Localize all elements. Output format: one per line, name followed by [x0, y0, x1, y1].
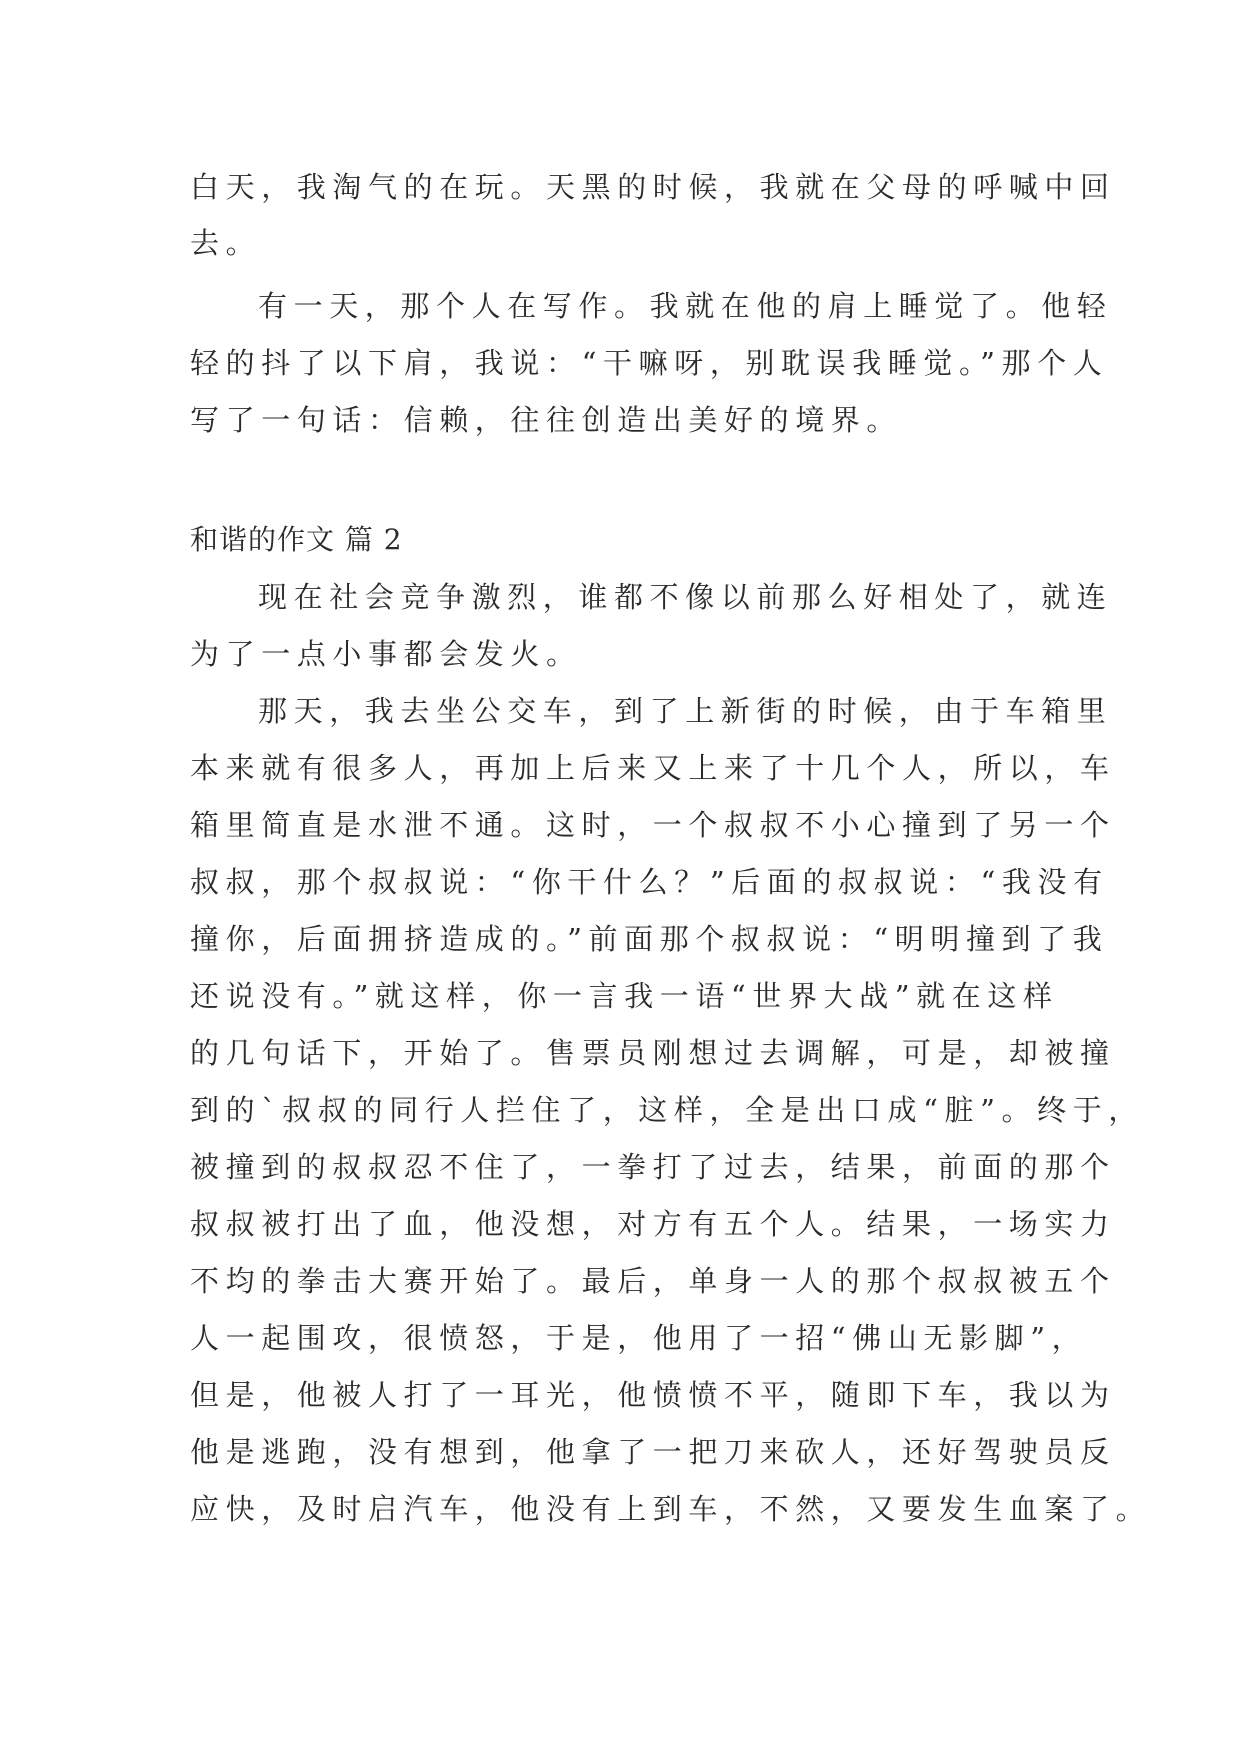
paragraph-line: 那天，我去坐公交车，到了上新街的时候，由于车箱里: [258, 694, 1113, 728]
paragraph-line: 箱里简直是水泄不通。这时，一个叔叔不小心撞到了另一个: [190, 808, 1116, 842]
paragraph-line: 但是，他被人打了一耳光，他愤愤不平，随即下车，我以为: [190, 1378, 1116, 1412]
paragraph-line: 应快，及时启汽车，他没有上到车，不然，又要发生血案了。: [190, 1492, 1152, 1526]
paragraph-line: 被撞到的叔叔忍不住了，一拳打了过去，结果，前面的那个: [190, 1150, 1116, 1184]
paragraph-line: 去。: [190, 226, 262, 260]
section-heading: 和谐的作文 篇 2: [190, 523, 403, 556]
paragraph-line: 为了一点小事都会发火。: [190, 637, 582, 671]
paragraph-line: 不均的拳击大赛开始了。最后，单身一人的那个叔叔被五个: [190, 1264, 1116, 1298]
paragraph-line: 叔叔被打出了血，他没想，对方有五个人。结果，一场实力: [190, 1207, 1116, 1241]
paragraph-line: 现在社会竞争激烈，谁都不像以前那么好相处了，就连: [258, 580, 1113, 614]
paragraph-line: 叔叔，那个叔叔说：“你干什么？”后面的叔叔说：“我没有: [190, 865, 1109, 899]
paragraph-line: 的几句话下，开始了。售票员刚想过去调解，可是，却被撞: [190, 1036, 1116, 1070]
paragraph-line: 写了一句话：信赖，往往创造出美好的境界。: [190, 403, 903, 437]
paragraph-line: 到的`叔叔的同行人拦住了，这样，全是出口成“脏”。终于，: [190, 1093, 1144, 1127]
paragraph-line: 本来就有很多人，再加上后来又上来了十几个人，所以，车: [190, 751, 1116, 785]
paragraph-line: 他是逃跑，没有想到，他拿了一把刀来砍人，还好驾驶员反: [190, 1435, 1116, 1469]
paragraph-line: 白天，我淘气的在玩。天黑的时候，我就在父母的呼喊中回: [190, 170, 1116, 204]
paragraph-line: 有一天，那个人在写作。我就在他的肩上睡觉了。他轻: [258, 289, 1113, 323]
paragraph-line: 轻的抖了以下肩，我说：“干嘛呀，别耽误我睡觉。”那个人: [190, 346, 1109, 380]
paragraph-line: 撞你，后面拥挤造成的。”前面那个叔叔说：“明明撞到了我: [190, 922, 1109, 956]
paragraph-line: 还说没有。”就这样，你一言我一语“世界大战”就在这样: [190, 979, 1059, 1013]
paragraph-line: 人一起围攻，很愤怒，于是，他用了一招“佛山无影脚”，: [190, 1321, 1088, 1355]
